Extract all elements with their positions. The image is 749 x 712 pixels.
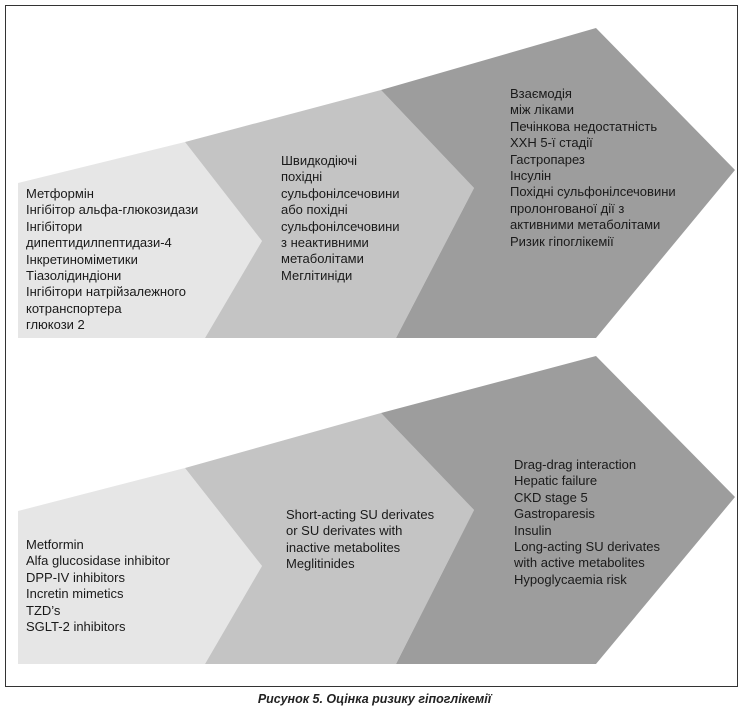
bottom-high-risk-list xyxy=(514,457,660,588)
list-item: Швидкодіючі xyxy=(281,153,358,168)
list-item: Ризик гіпоглікемії xyxy=(510,233,614,249)
list-item: CKD stage 5 xyxy=(514,489,588,505)
figure-caption: Рисунок 5. Оцінка ризику гіпоглікемії xyxy=(257,692,492,706)
bottom-mid-risk-list xyxy=(286,507,434,573)
list-item: пролонгованої дії з xyxy=(510,200,625,216)
list-item: активними метаболітами xyxy=(510,217,661,233)
top-low-risk-list xyxy=(26,186,198,334)
list-item: Incretin mimetics xyxy=(26,586,124,602)
list-item: inactive metabolites xyxy=(286,539,401,555)
list-item: Інкретиноміметики xyxy=(26,251,138,267)
list-item: Short-acting SU derivates xyxy=(286,507,435,522)
bottom-low-risk-list xyxy=(26,537,170,635)
list-item: or SU derivates with xyxy=(286,523,403,539)
list-item: Drag-drag interaction xyxy=(514,457,637,472)
list-item: Похідні сульфонілсечовини xyxy=(510,184,676,200)
list-item: Меглітиніди xyxy=(281,267,353,283)
list-item: сульфонілсечовини xyxy=(281,185,400,201)
list-item: DPP-IV inhibitors xyxy=(26,569,125,585)
list-item: Long-acting SU derivates xyxy=(514,539,660,555)
list-item: SGLT-2 inhibitors xyxy=(26,619,126,635)
list-item: Metformin xyxy=(26,537,84,552)
top-mid-risk-list xyxy=(281,153,400,284)
list-item: з неактивними xyxy=(281,235,369,251)
list-item: котранспортера xyxy=(26,300,122,316)
list-item: TZD’s xyxy=(26,602,61,618)
list-item: похідні xyxy=(281,169,323,185)
list-item: Тіазолідиндіони xyxy=(26,268,122,284)
list-item: Інсулін xyxy=(510,168,552,184)
list-item: Печінкова недостатність xyxy=(510,118,658,134)
list-item: Hepatic failure xyxy=(514,473,598,489)
list-item: Gastroparesis xyxy=(514,506,595,522)
list-item: with active metabolites xyxy=(514,555,645,571)
list-item: метаболітами xyxy=(281,251,364,267)
list-item: Метформін xyxy=(26,186,94,201)
list-item: дипептидилпептидази-4 xyxy=(26,235,172,251)
list-item: сульфонілсечовини xyxy=(281,218,400,234)
list-item: Гастропарез xyxy=(510,151,585,167)
list-item: Взаємодія xyxy=(510,86,572,101)
list-item: Insulin xyxy=(514,522,552,538)
list-item: ХХН 5-ї стадії xyxy=(510,135,593,151)
list-item: Alfa glucosidase inhibitor xyxy=(26,553,170,569)
list-item: Інгібітори натрійзалежного xyxy=(26,284,187,300)
list-item: між ліками xyxy=(510,102,575,118)
list-item: Meglitinides xyxy=(286,556,355,572)
list-item: Hypoglycaemia risk xyxy=(514,571,627,587)
top-high-risk-list xyxy=(510,86,676,250)
list-item: Інгібітори xyxy=(26,218,83,234)
list-item: глюкози 2 xyxy=(26,317,85,333)
list-item: або похідні xyxy=(281,202,348,218)
list-item: Інгібітор альфа-глюкозидази xyxy=(26,202,199,218)
